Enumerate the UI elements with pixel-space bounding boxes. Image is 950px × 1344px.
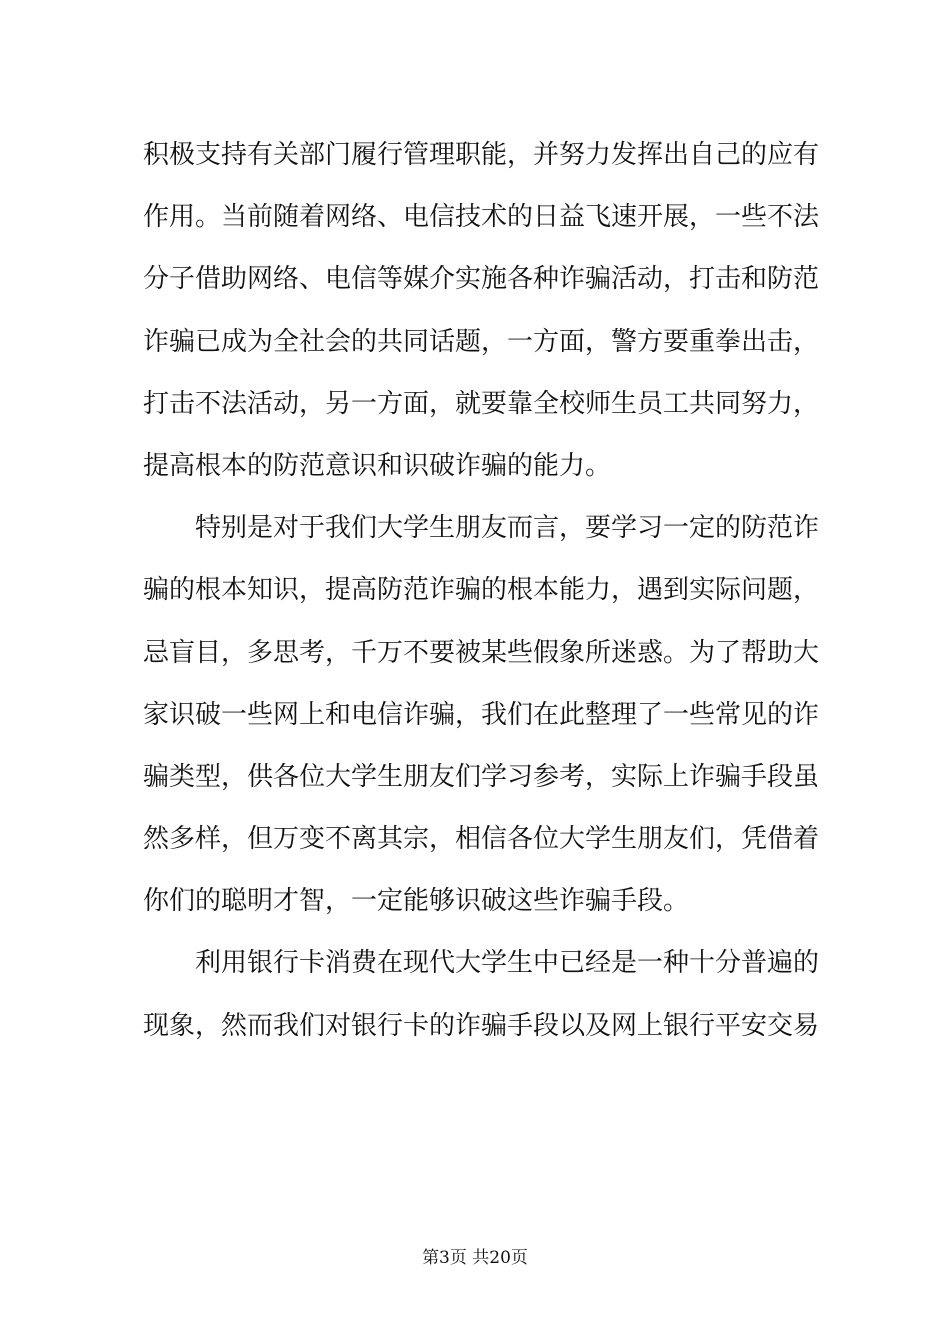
text-line: 积极支持有关部门履行管理职能，并努力发挥出自己的应有 (143, 140, 820, 170)
text-line: 诈骗已成为全社会的共同话题，一方面，警方要重拳出击， (143, 326, 820, 357)
text-line: 打击不法活动，另一方面，就要靠全校师生员工共同努力， (143, 388, 820, 419)
text-line: 骗的根本知识，提高防范诈骗的根本能力，遇到实际问题， (143, 575, 820, 606)
text-line: 提高根本的防范意识和识破诈骗的能力。 (143, 450, 612, 481)
text-line: 家识破一些网上和电信诈骗，我们在此整理了一些常见的诈 (143, 699, 820, 730)
page-footer: 第3页 共20页 (422, 1248, 528, 1268)
text-line: 然多样，但万变不离其宗，相信各位大学生朋友们，凭借着 (143, 824, 820, 855)
text-line: 你们的聪明才智，一定能够识破这些诈骗手段。 (143, 886, 690, 917)
paragraph-first-line: 特别是对于我们大学生朋友而言，要学习一定的防范诈 (195, 513, 820, 544)
text-line: 现象，然而我们对银行卡的诈骗手段以及网上银行平安交易 (143, 1010, 820, 1041)
paragraph-first-line: 利用银行卡消费在现代大学生中已经是一种十分普遍的 (195, 948, 820, 979)
text-line: 骗类型，供各位大学生朋友们学习参考，实际上诈骗手段虽 (143, 761, 820, 792)
document-body (143, 124, 820, 1057)
text-line: 分子借助网络、电信等媒介实施各种诈骗活动，打击和防范 (143, 264, 820, 295)
text-line: 作用。当前随着网络、电信技术的日益飞速开展，一些不法 (143, 202, 820, 233)
text-line: 忌盲目，多思考，千万不要被某些假象所迷惑。为了帮助大 (143, 637, 820, 668)
